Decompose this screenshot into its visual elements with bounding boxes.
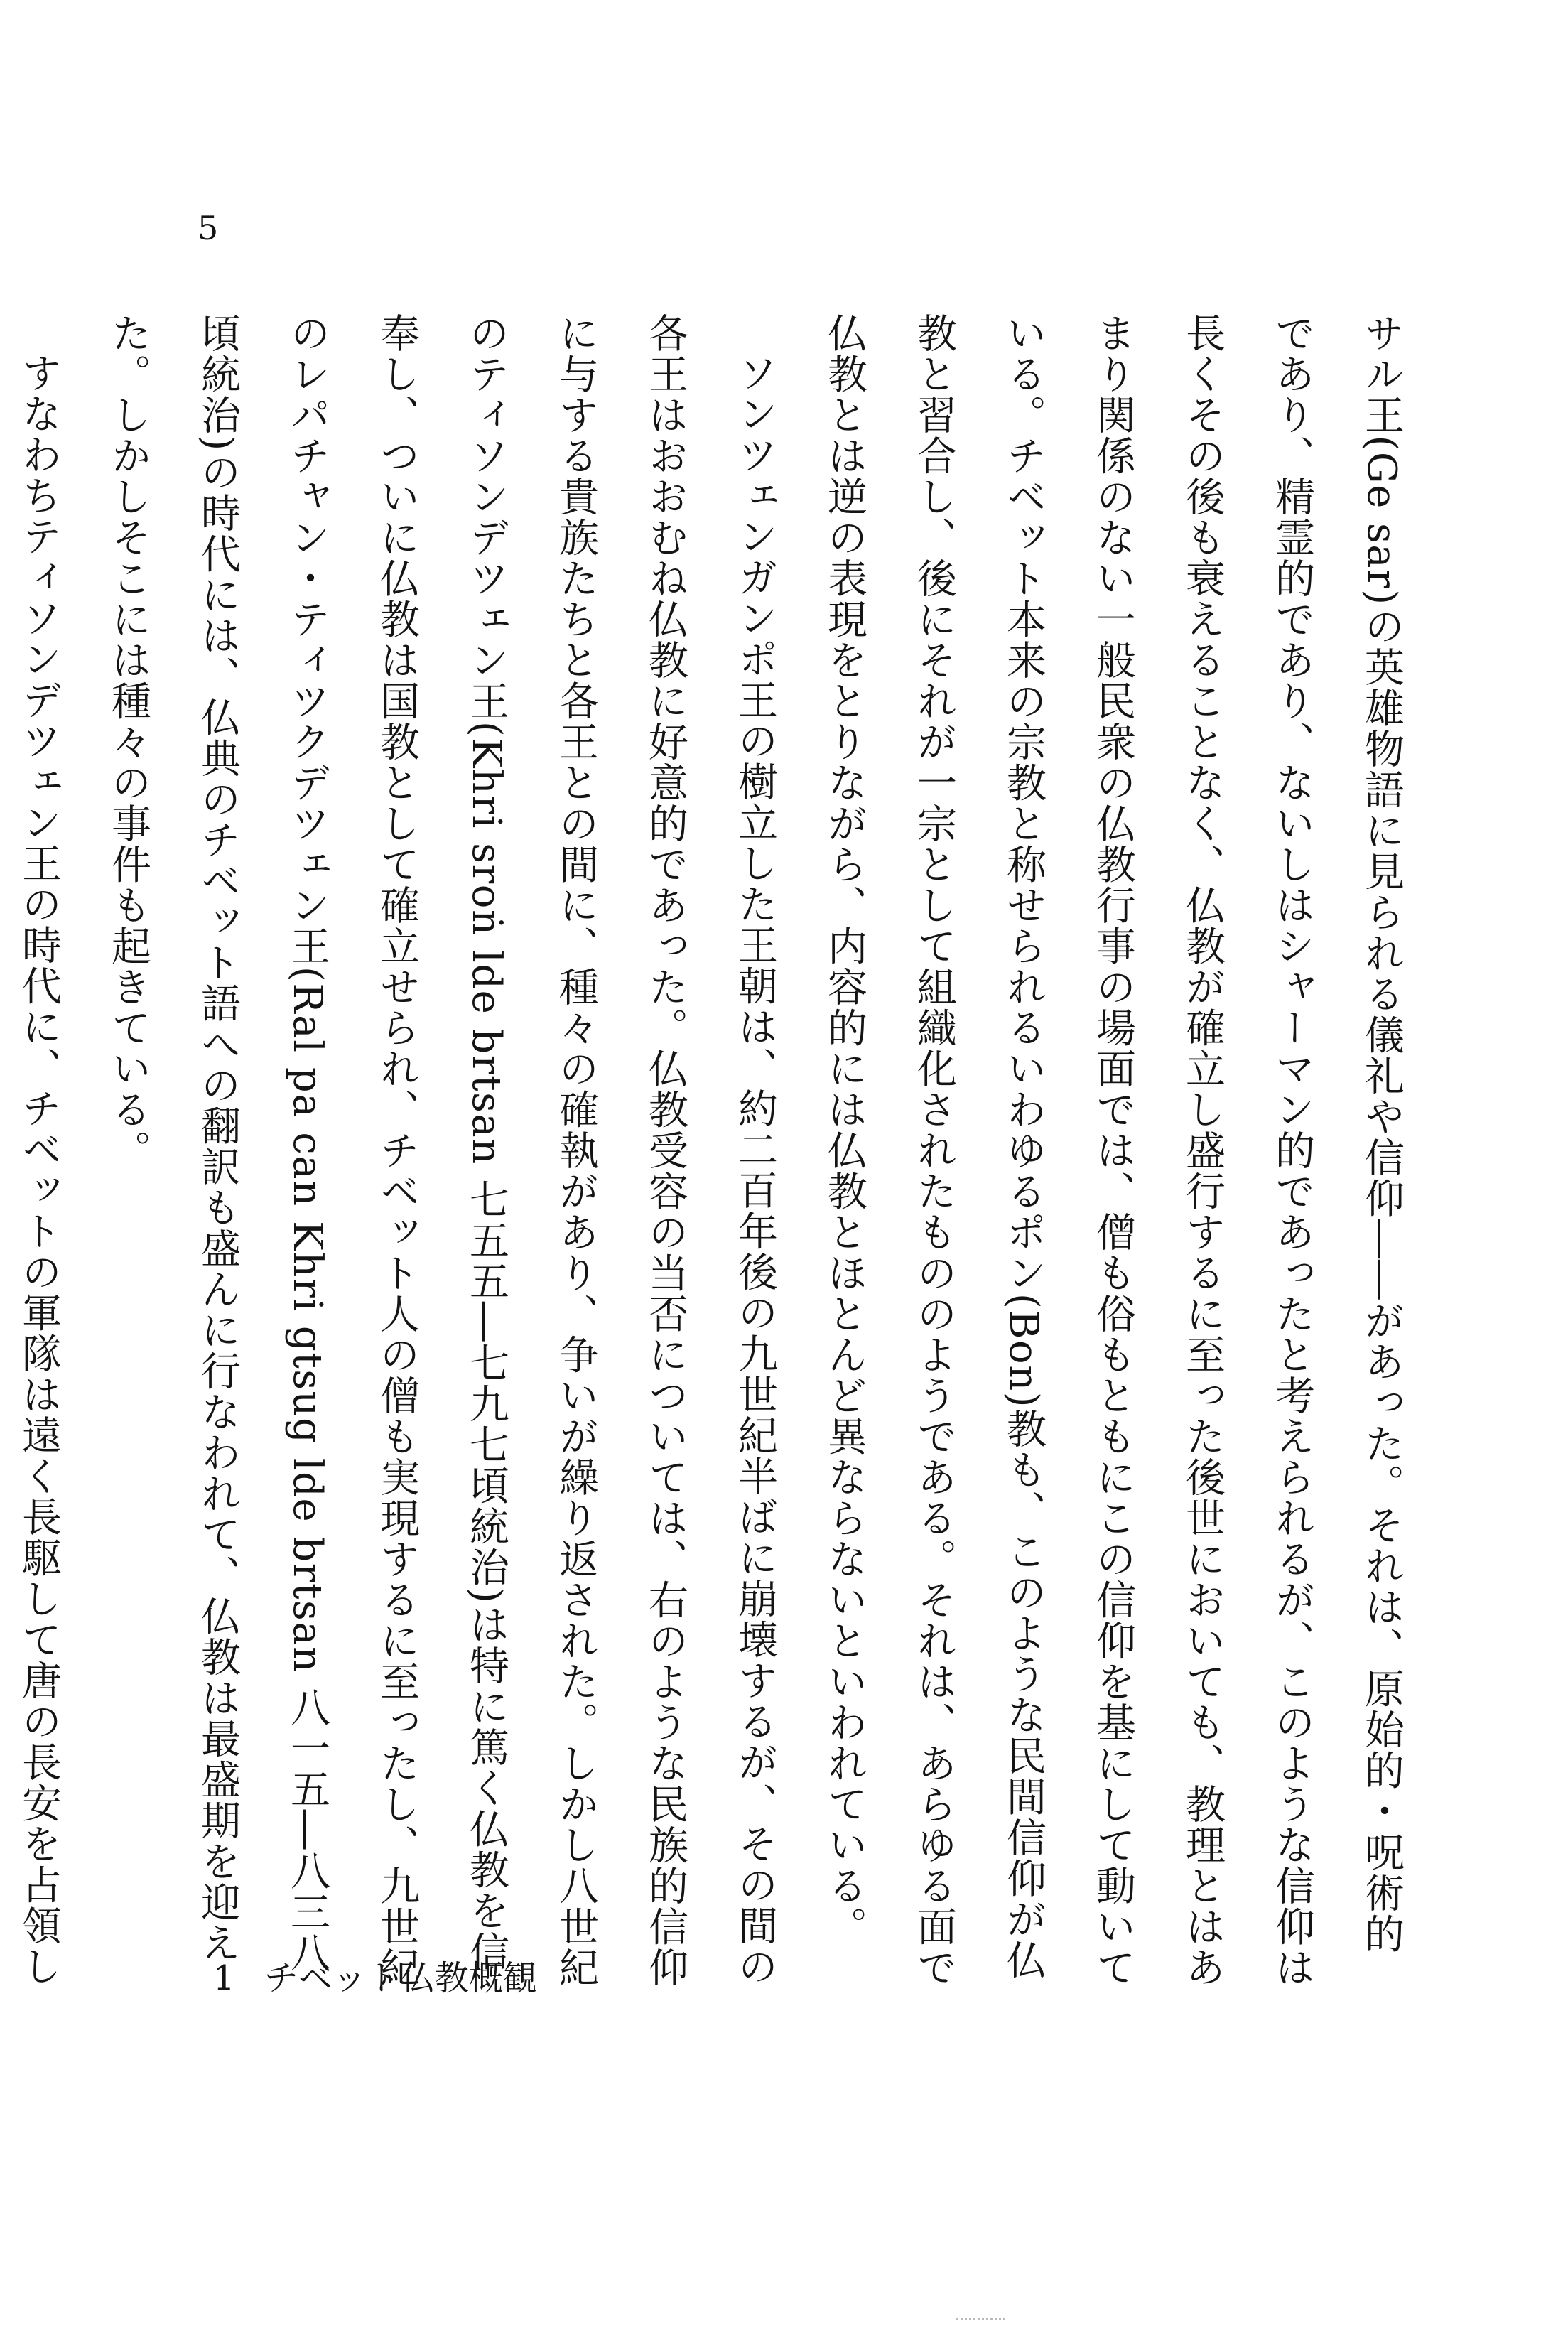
page-number: 5 <box>198 209 219 247</box>
chapter-title: チベット仏教概観 <box>264 1958 537 1998</box>
chapter-number: 1 <box>213 1958 235 1998</box>
running-footer <box>213 1958 537 1998</box>
paragraph: サル王(Ge sar)の英雄物語に見られる儀礼や信仰――があった。それは、原始的・呪術的であり、精霊的であり、ないしはシャーマン的であったと考えられるが、このような信仰は長くその後も衰えることなく、仏教が確立し盛行するに至った後世においても、教理とはあまり関係のない一般民衆の仏教行事の場面では、僧も俗もともにこの信仰を基にして動いている。チベット本来の宗教と称せられるいわゆるポン(Bon)教も、このような民間信仰が仏教と習合し、後にそれが一宗として組織化されたもののようである。それは、あらゆる面で仏教とは逆の表現をとりながら、内容的には仏教とほとんど異ならないといわれている。 <box>821 313 1405 1988</box>
body-text <box>0 313 1426 1990</box>
paragraph: ソンツェンガンポ王の樹立した王朝は、約二百年後の九世紀半ばに崩壊するが、その間の各王はおおむね仏教に好意的であった。仏教受容の当否については、右のような民族的信仰に与する貴族たちと各王との間に、種々の確執があり、争いが繰り返された。しかし八世紀のティソンデツェン王(Khri sroṅ lde brtsan 七五五―七九七頃統治)は特に篤く仏教を信奉し、ついに仏教は国教として確立せられ、チベット人の僧も実現するに至ったし、九世紀のレパチャン・ティツクデツェン王(Ral pa can Khri gtsug lde brtsan 八一五―八三八頃統治)の時代には、仏典のチベット語への翻訳も盛んに行なわれて、仏教は最盛期を迎えた。しかしそこには種々の事件も起きている。 <box>105 313 778 1988</box>
paragraph: すなわちティソンデツェン王の時代に、チベットの軍隊は遠く長駆して唐の長安を占領し <box>16 352 62 1987</box>
scan-artifact <box>956 2318 1005 2320</box>
